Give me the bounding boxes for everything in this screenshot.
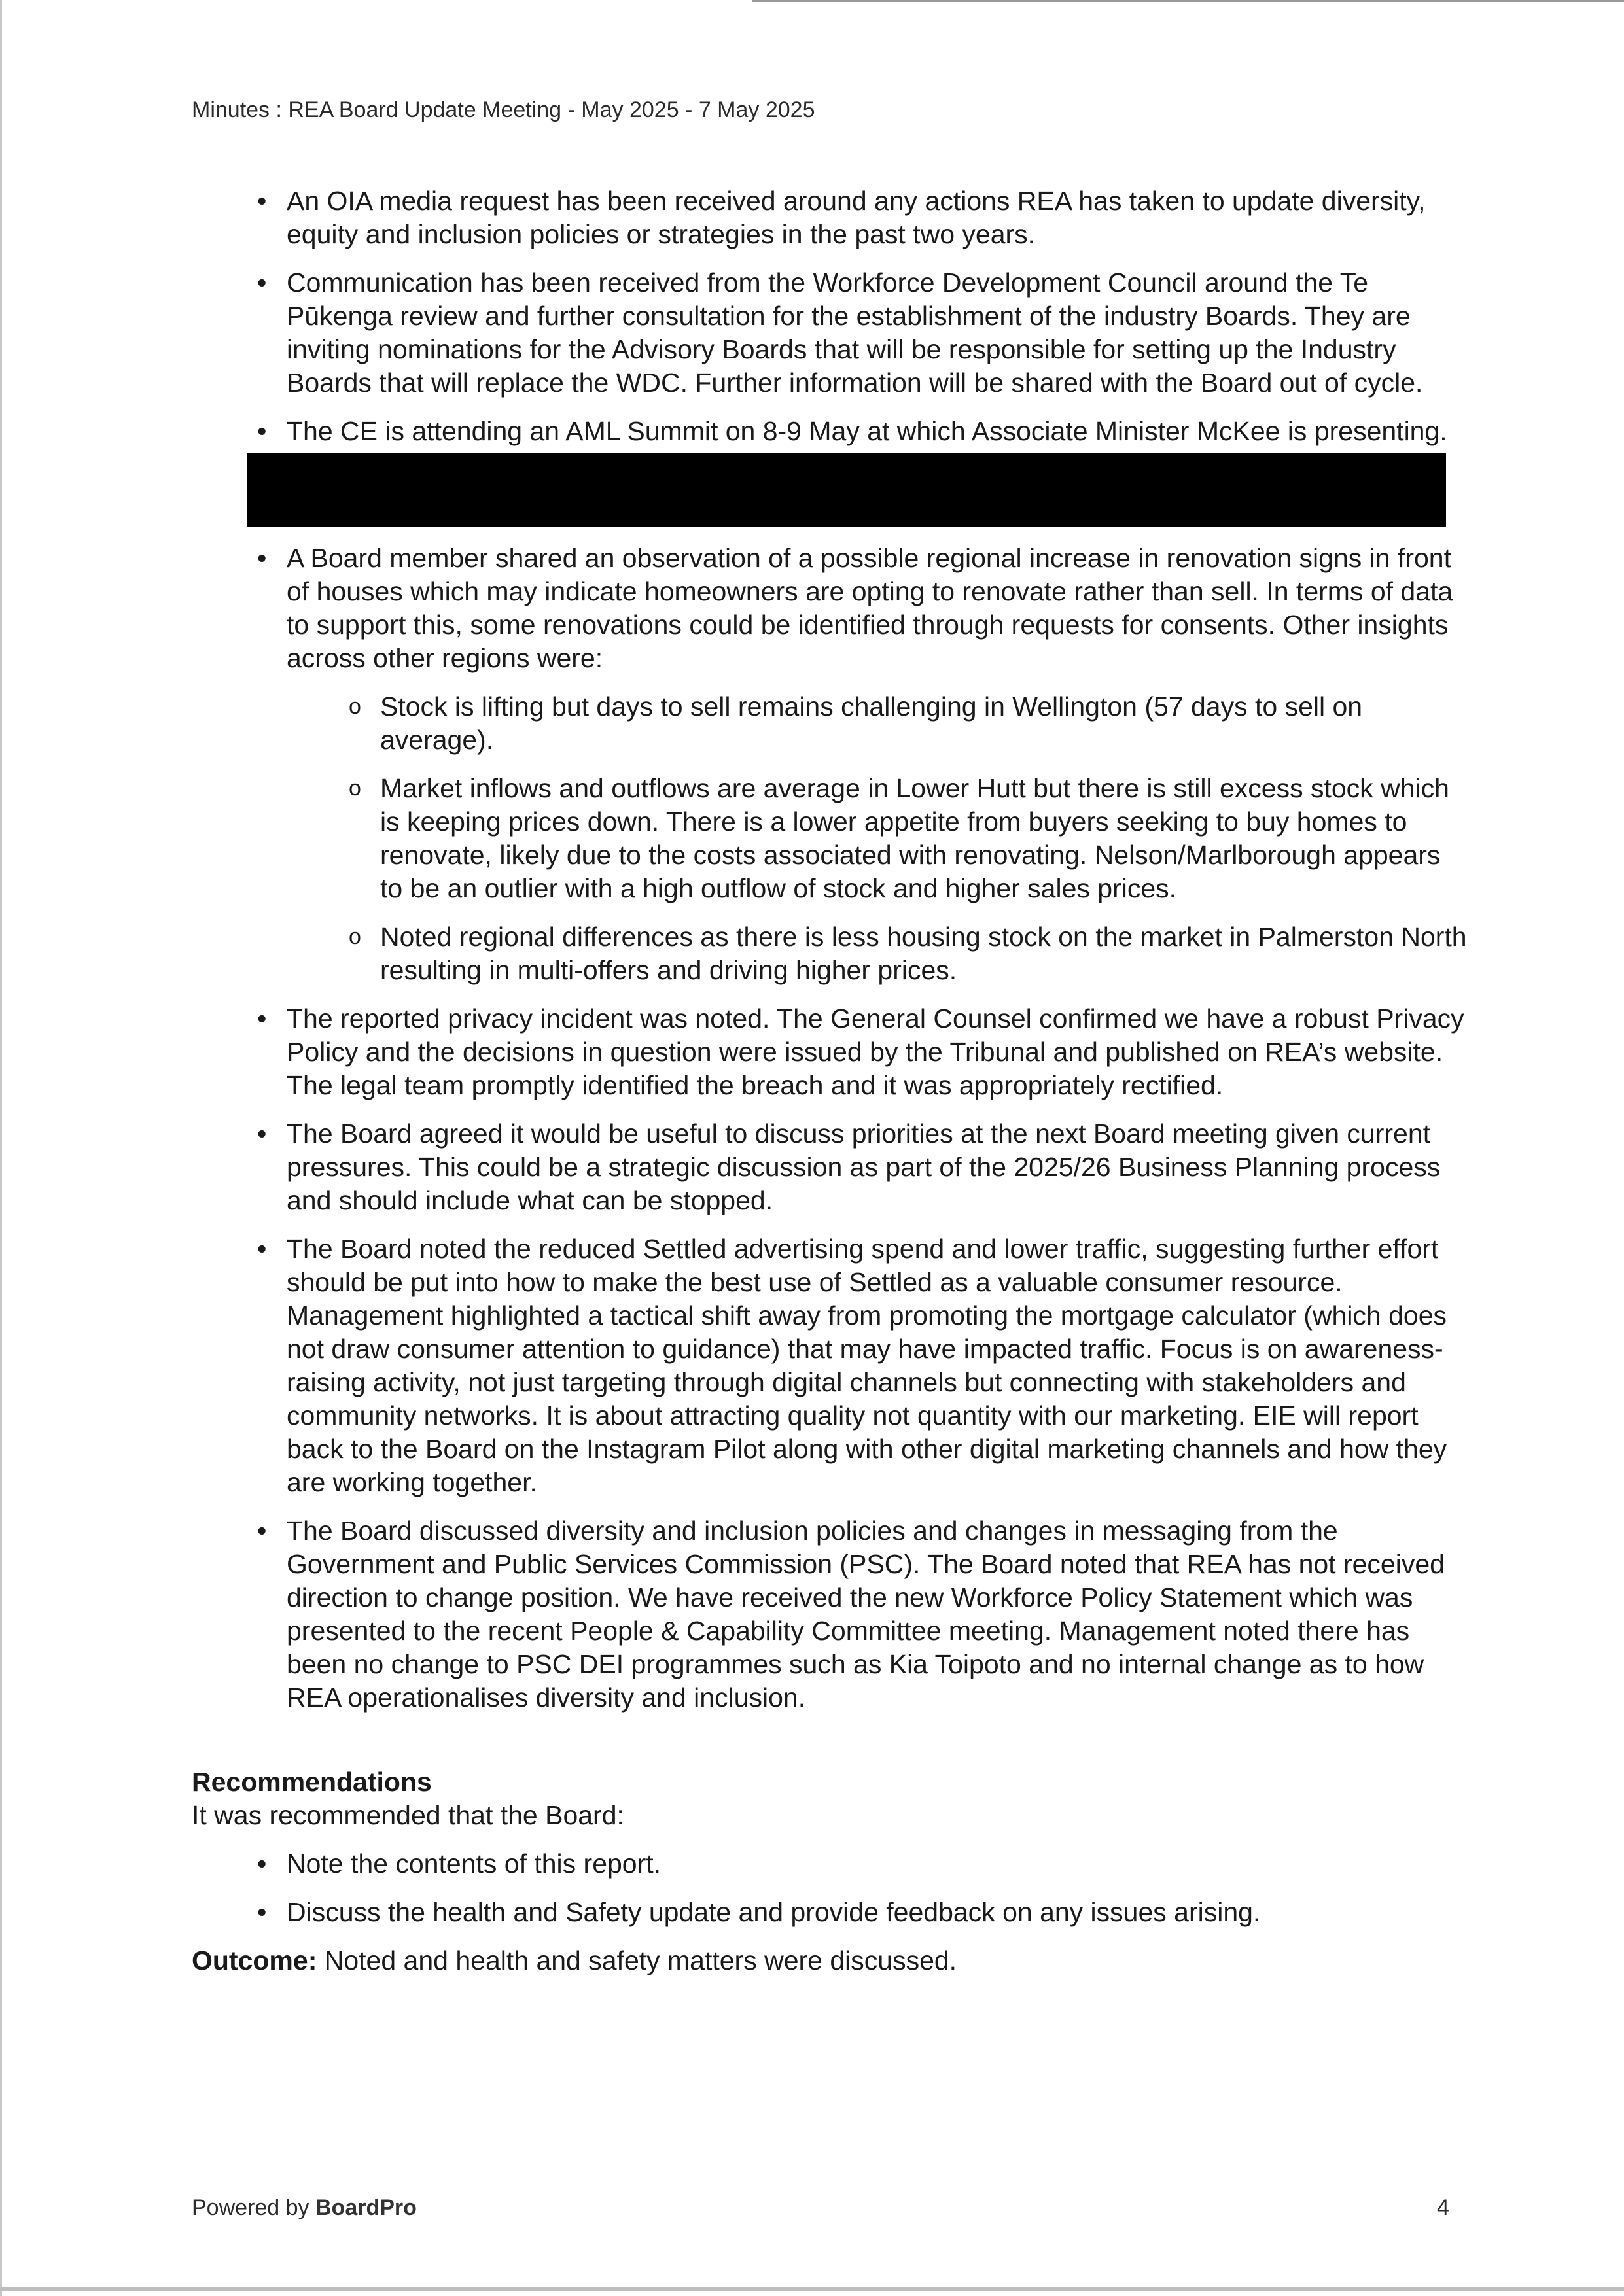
- item-text: A Board member shared an observation of a possible regional increase in renovation signs in front of houses which may indicate homeowners are opting to renovate rather than sell. In terms of data to support this, some renovations could be identified through requests for consents. Other insights across other regions were:: [287, 543, 1453, 673]
- bullet-icon: •: [257, 1897, 267, 1927]
- footer-prefix: Powered by: [192, 2195, 315, 2220]
- item-text: An OIA media request has been received around any actions REA has taken to update diversity, equity and inclusion policies or strategies in the past two years.: [287, 186, 1426, 249]
- minutes-body: [192, 184, 1468, 1977]
- item-text: The Board noted the reduced Settled advertising spend and lower traffic, suggesting further effort should be put into how to make the best use of Settled as a valuable consumer resource. Management highlighted a tactical shift away from promoting the mortgage calculator (which does not draw consumer attention to guidance) that may have impacted traffic. Focus is on awareness-raising activity, not just targeting through digital channels but connecting with stakeholders and community networks. It is about attracting quality not quantity with our marketing. EIE will report back to the Board on the Instagram Pilot along with other digital marketing channels and how they are working together.: [287, 1234, 1447, 1497]
- redaction-block: [247, 453, 1446, 527]
- list-item: [192, 1117, 1468, 1217]
- recommendation-text: Discuss the health and Safety update and provide feedback on any issues arising.: [287, 1897, 1261, 1927]
- item-text: Communication has been received from the Workforce Development Council around the Te Pūkenga review and further consultation for the establishment of the industry Boards. They are inviting nominations for the Advisory Boards that will be responsible for setting up the Industry Boards that will replace the WDC. Further information will be shared with the Board out of cycle.: [287, 268, 1423, 398]
- footer-brand: BoardPro: [315, 2195, 417, 2220]
- scan-top-edge: [752, 0, 1624, 2]
- list-item: [192, 184, 1468, 251]
- bullet-icon: •: [257, 1516, 267, 1546]
- bullet-icon: •: [257, 1849, 267, 1879]
- item-text: The CE is attending an AML Summit on 8-9 May at which Associate Minister McKee is presenting.: [287, 416, 1447, 446]
- item-text: The reported privacy incident was noted. The General Counsel confirmed we have a robust Privacy Policy and the decisions in question were issued by the Tribunal and published on REA’s website. The legal team promptly identified the breach and it was appropriately rectified.: [287, 1003, 1464, 1100]
- sub-list-item: [192, 772, 1468, 905]
- sub-list-item: [192, 690, 1468, 757]
- sub-item-text: Stock is lifting but days to sell remains challenging in Wellington (57 days to sell on average).: [380, 691, 1363, 755]
- bullet-icon: •: [257, 416, 267, 446]
- outcome: [192, 1944, 1468, 1977]
- sub-bullet-icon: o: [349, 924, 361, 949]
- bullet-icon: •: [257, 1234, 267, 1264]
- recommendations-intro: It was recommended that the Board:: [192, 1800, 624, 1830]
- list-item: [192, 542, 1468, 675]
- page-header: Minutes : REA Board Update Meeting - May 2025 - 7 May 2025: [192, 97, 815, 122]
- bullet-icon: •: [257, 543, 267, 573]
- recommendations-heading: Recommendations: [192, 1767, 432, 1797]
- list-item: [192, 1232, 1468, 1499]
- recommendation-item: [192, 1847, 1468, 1881]
- recommendation-item: [192, 1896, 1468, 1929]
- scan-left-edge: [0, 0, 2, 2296]
- bullet-icon: •: [257, 1003, 267, 1034]
- item-text: The Board discussed diversity and inclusion policies and changes in messaging from the Government and Public Services Commission (PSC). The Board noted that REA has not received direction to change position. We have received the new Workforce Policy Statement which was presented to the recent People & Capability Committee meeting. Management noted there has been no change to PSC DEI programmes such as Kia Toipoto and no internal change as to how REA operationalises diversity and inclusion.: [287, 1516, 1445, 1713]
- bullet-icon: •: [257, 268, 267, 298]
- sub-item-text: Market inflows and outflows are average in Lower Hutt but there is still excess stock which is keeping prices down. There is a lower appetite from buyers seeking to buy homes to renovate, likely due to the costs associated with renovating. Nelson/Marlborough appears to be an outlier with a high outflow of stock and higher sales prices.: [380, 773, 1449, 903]
- bullet-icon: •: [257, 1119, 267, 1149]
- recommendations-section: [192, 1765, 1468, 1977]
- recommendation-text: Note the contents of this report.: [287, 1849, 662, 1879]
- outcome-label: Outcome:: [192, 1945, 317, 1975]
- bullet-icon: •: [257, 186, 267, 216]
- sub-item-text: Noted regional differences as there is less housing stock on the market in Palmerston North resulting in multi-offers and driving higher prices.: [380, 922, 1467, 985]
- sub-bullet-icon: o: [349, 776, 361, 801]
- outcome-text: Noted and health and safety matters were discussed.: [317, 1945, 957, 1975]
- sub-bullet-icon: o: [349, 694, 361, 719]
- page-number: 4: [1437, 2195, 1449, 2220]
- list-item: [192, 415, 1468, 448]
- scan-bottom-edge: [0, 2287, 1624, 2291]
- list-item: [192, 1002, 1468, 1102]
- list-item: [192, 266, 1468, 400]
- list-item: [192, 1514, 1468, 1714]
- footer-powered-by: [192, 2195, 417, 2221]
- regional-insights-list: [192, 690, 1468, 987]
- sub-list-item: [192, 920, 1468, 987]
- item-text: The Board agreed it would be useful to discuss priorities at the next Board meeting given current pressures. This could be a strategic discussion as part of the 2025/26 Business Planning process and should include what can be stopped.: [287, 1119, 1441, 1215]
